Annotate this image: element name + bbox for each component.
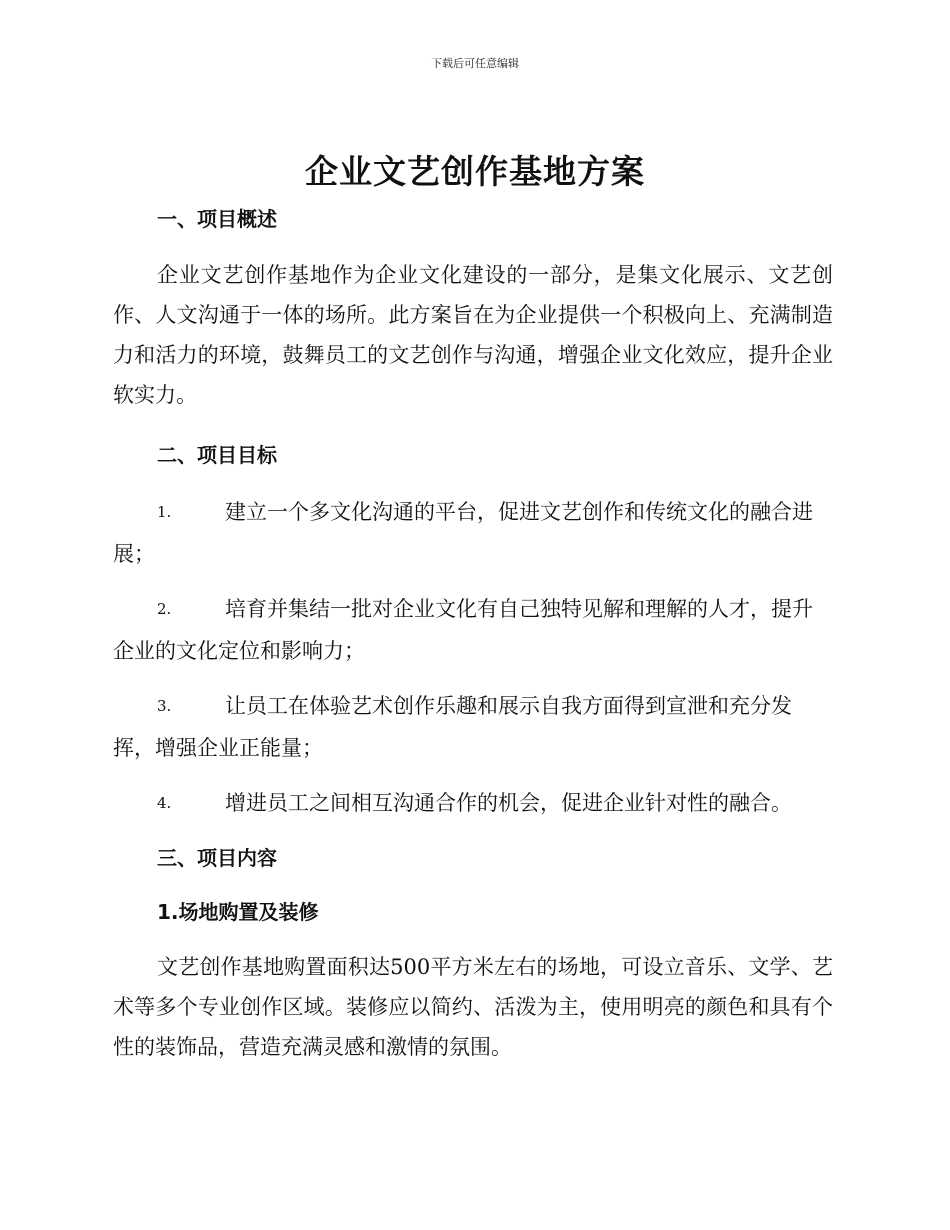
venue-paragraph: 文艺创作基地购置面积达500平方米左右的场地，可设立音乐、文学、艺术等多个专业创作区域。装修应以简约、活泼为主，使用明亮的颜色和具有个性的装饰品，营造充满灵感和激情的氛围。 (113, 955, 833, 1059)
subsection-heading-venue: 1.场地购置及装修 (157, 900, 319, 924)
goal-text: 建立一个多文化沟通的平台，促进文艺创作和传统文化的融合进展； (113, 500, 813, 566)
goal-number: 4. (157, 794, 172, 812)
section-heading-goals: 二、项目目标 (157, 443, 277, 467)
goal-text: 增进员工之间相互沟通合作的机会，促进企业针对性的融合。 (225, 791, 792, 815)
goal-text: 让员工在体验艺术创作乐趣和展示自我方面得到宣泄和充分发挥，增强企业正能量； (113, 694, 792, 760)
document-title: 企业文艺创作基地方案 (305, 152, 645, 191)
section-heading-overview: 一、项目概述 (157, 207, 277, 231)
goal-item (113, 491, 833, 575)
goal-number: 2. (157, 600, 172, 618)
section-heading-content: 三、项目内容 (157, 846, 277, 870)
goal-number: 1. (157, 503, 172, 521)
header-note: 下载后可任意编辑 (431, 57, 519, 70)
goal-item (113, 588, 833, 672)
overview-paragraph: 企业文艺创作基地作为企业文化建设的一部分，是集文化展示、文艺创作、人文沟通于一体的场所。此方案旨在为企业提供一个积极向上、充满制造力和活力的环境，鼓舞员工的文艺创作与沟通，增强企业文化效应，提升企业软实力。 (113, 263, 833, 407)
goal-text: 培育并集结一批对企业文化有自己独特见解和理解的人才，提升企业的文化定位和影响力； (113, 597, 813, 663)
goal-item (113, 685, 833, 769)
goal-item (113, 782, 833, 824)
goal-number: 3. (157, 697, 172, 715)
